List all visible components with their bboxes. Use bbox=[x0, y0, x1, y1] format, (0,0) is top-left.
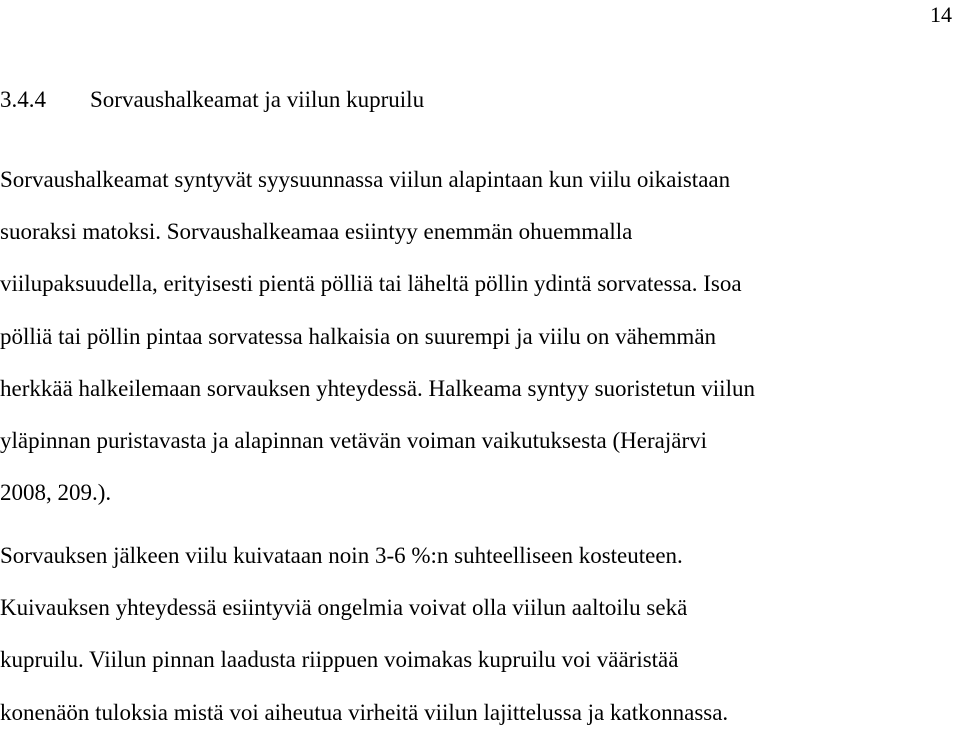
paragraph-line: yläpinnan puristavasta ja alapinnan vetävän voiman vaikutuksesta (Herajärvi bbox=[0, 427, 708, 453]
section-title: Sorvaushalkeamat ja viilun kupruilu bbox=[90, 87, 425, 112]
paragraph-line: Sorvauksen jälkeen viilu kuivataan noin 3-6 %:n suhteelliseen kosteuteen. bbox=[0, 543, 683, 568]
page-number: 14 bbox=[930, 2, 952, 27]
paragraph-line: Sorvaushalkeamat syntyvät syysuunnassa viilun alapintaan kun viilu oikaistaan bbox=[0, 167, 731, 192]
paragraph-1 bbox=[0, 154, 958, 519]
section-heading bbox=[0, 86, 424, 114]
paragraph-line: pölliä tai pöllin pintaa sorvatessa halkaisia on suurempi ja viilu on vähemmän bbox=[0, 323, 717, 349]
paragraph-line: viilupaksuudella, erityisesti pientä pölliä tai läheltä pöllin ydintä sorvatessa. Isoa bbox=[0, 271, 742, 297]
section-number: 3.4.4 bbox=[0, 87, 46, 112]
paragraph-line: suoraksi matoksi. Sorvaushalkeamaa esiintyy enemmän ohuemmalla bbox=[0, 219, 633, 245]
paragraph-2 bbox=[0, 530, 958, 739]
paragraph-line: Kuivauksen yhteydessä esiintyviä ongelmia voivat olla viilun aaltoilu sekä bbox=[0, 595, 688, 621]
paragraph-line: konenäön tuloksia mistä voi aiheutua virheitä viilun lajittelussa ja katkonnassa. bbox=[0, 699, 729, 725]
paragraph-line: 2008, 209.). bbox=[0, 480, 112, 506]
paragraph-line: herkkää halkeilemaan sorvauksen yhteydessä. Halkeama syntyy suoristetun viilun bbox=[0, 375, 755, 401]
paragraph-line: kupruilu. Viilun pinnan laadusta riippuen voimakas kupruilu voi vääristää bbox=[0, 647, 679, 673]
